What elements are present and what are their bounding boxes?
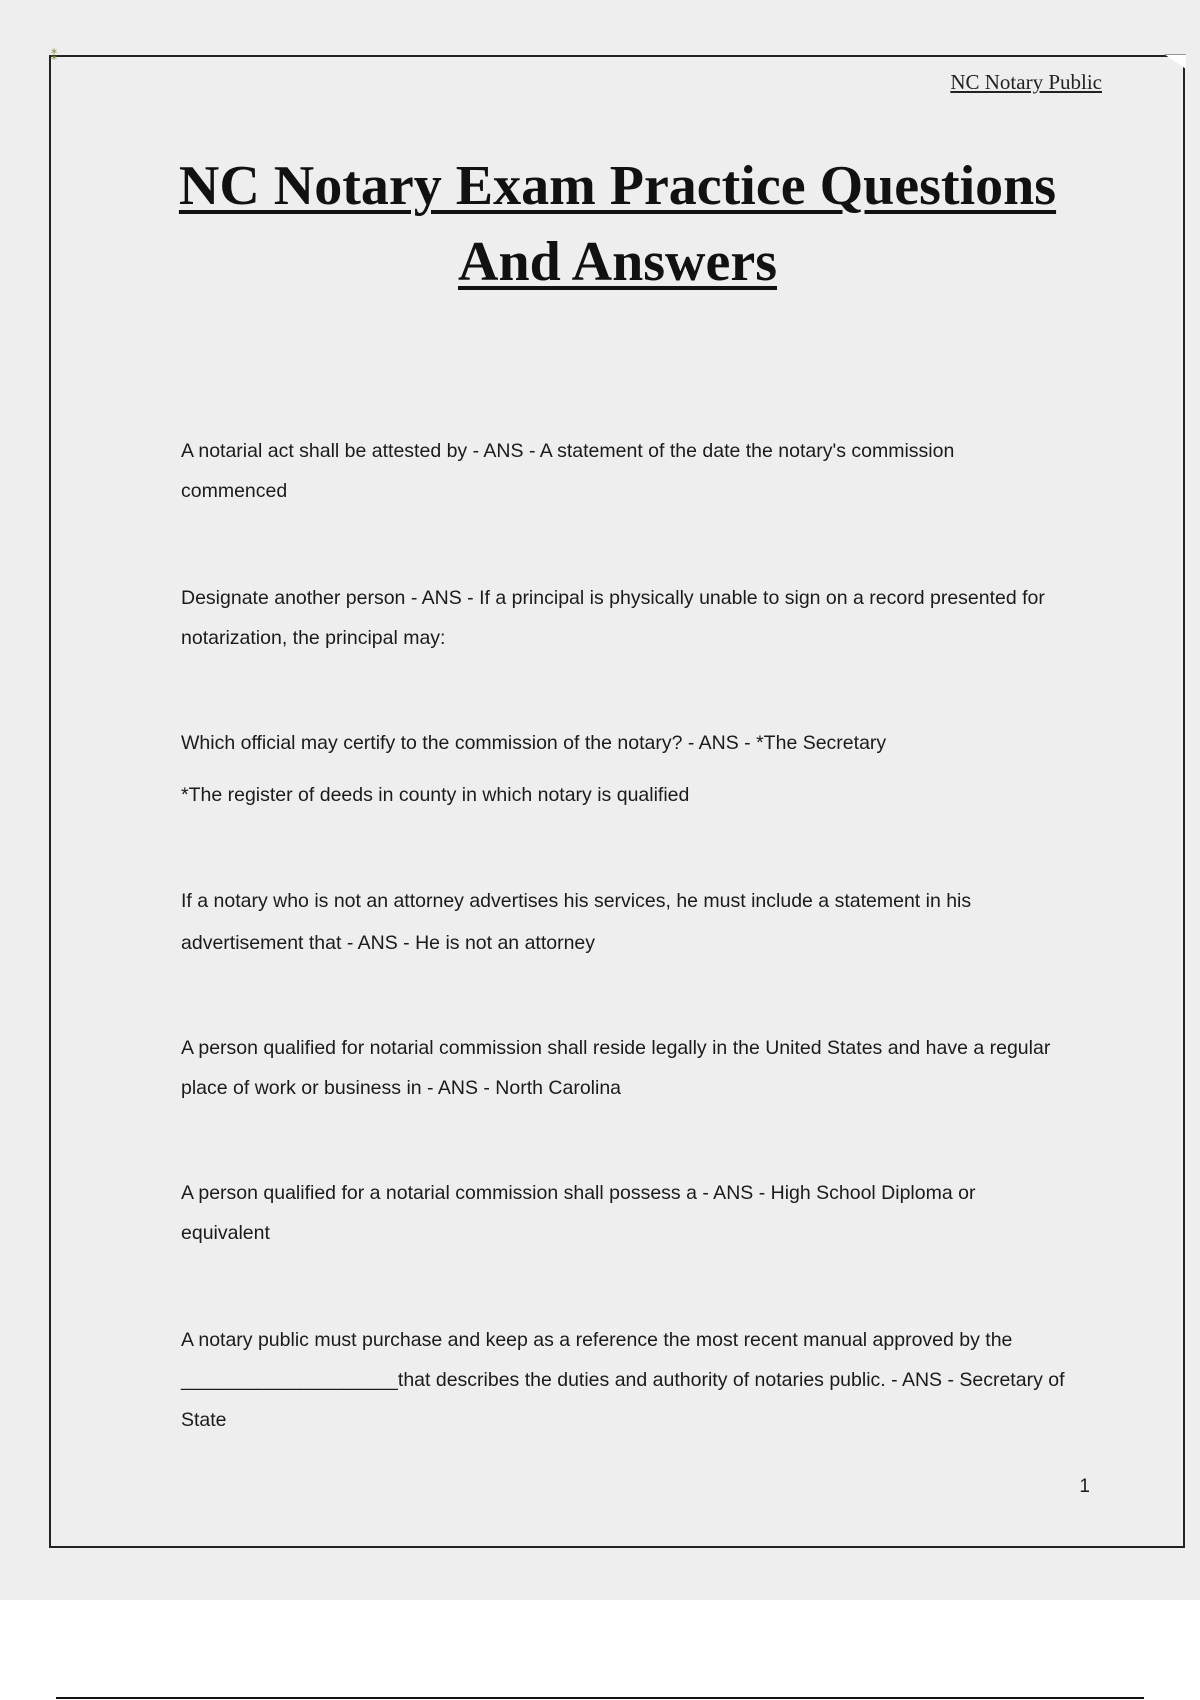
qa-line: ____________________that describes the duties and authority of notaries public. - ANS - Secretary of: [181, 1369, 1065, 1391]
qa-line: State: [181, 1409, 227, 1431]
qa-line: A person qualified for a notarial commission shall possess a - ANS - High School Diploma or: [181, 1182, 976, 1204]
qa-line: place of work or business in - ANS - North Carolina: [181, 1077, 622, 1099]
qa-line: Which official may certify to the commission of the notary? - ANS - *The Secretary: [181, 732, 887, 754]
qa-line: If a notary who is not an attorney advertises his services, he must include a statement in his: [181, 890, 972, 912]
document-title: [100, 148, 1135, 300]
qa-line: A person qualified for notarial commission shall reside legally in the United States and have a regular: [181, 1037, 1051, 1059]
qa-line: *The register of deeds in county in which notary is qualified: [181, 784, 690, 806]
next-page-top-rule: [56, 1697, 1144, 1699]
qa-line: commenced: [181, 480, 288, 502]
qa-line: A notary public must purchase and keep as a reference the most recent manual approved by the: [181, 1329, 1013, 1351]
page-corner-fold: [1164, 54, 1186, 69]
qa-line: notarization, the principal may:: [181, 627, 446, 649]
qa-line: Designate another person - ANS - If a principal is physically unable to sign on a record presented for: [181, 587, 1045, 609]
document-title-line-2: And Answers: [458, 231, 777, 293]
page-number: 1: [1079, 1476, 1090, 1497]
qa-line: advertisement that - ANS - He is not an attorney: [181, 932, 596, 954]
running-head: NC Notary Public: [950, 70, 1102, 94]
anchor-mark-icon: ⁑: [51, 49, 57, 63]
qa-line: A notarial act shall be attested by - ANS - A statement of the date the notary's commission: [181, 440, 955, 462]
document-title-line-1: NC Notary Exam Practice Questions: [178, 155, 1057, 217]
qa-line: equivalent: [181, 1222, 270, 1244]
